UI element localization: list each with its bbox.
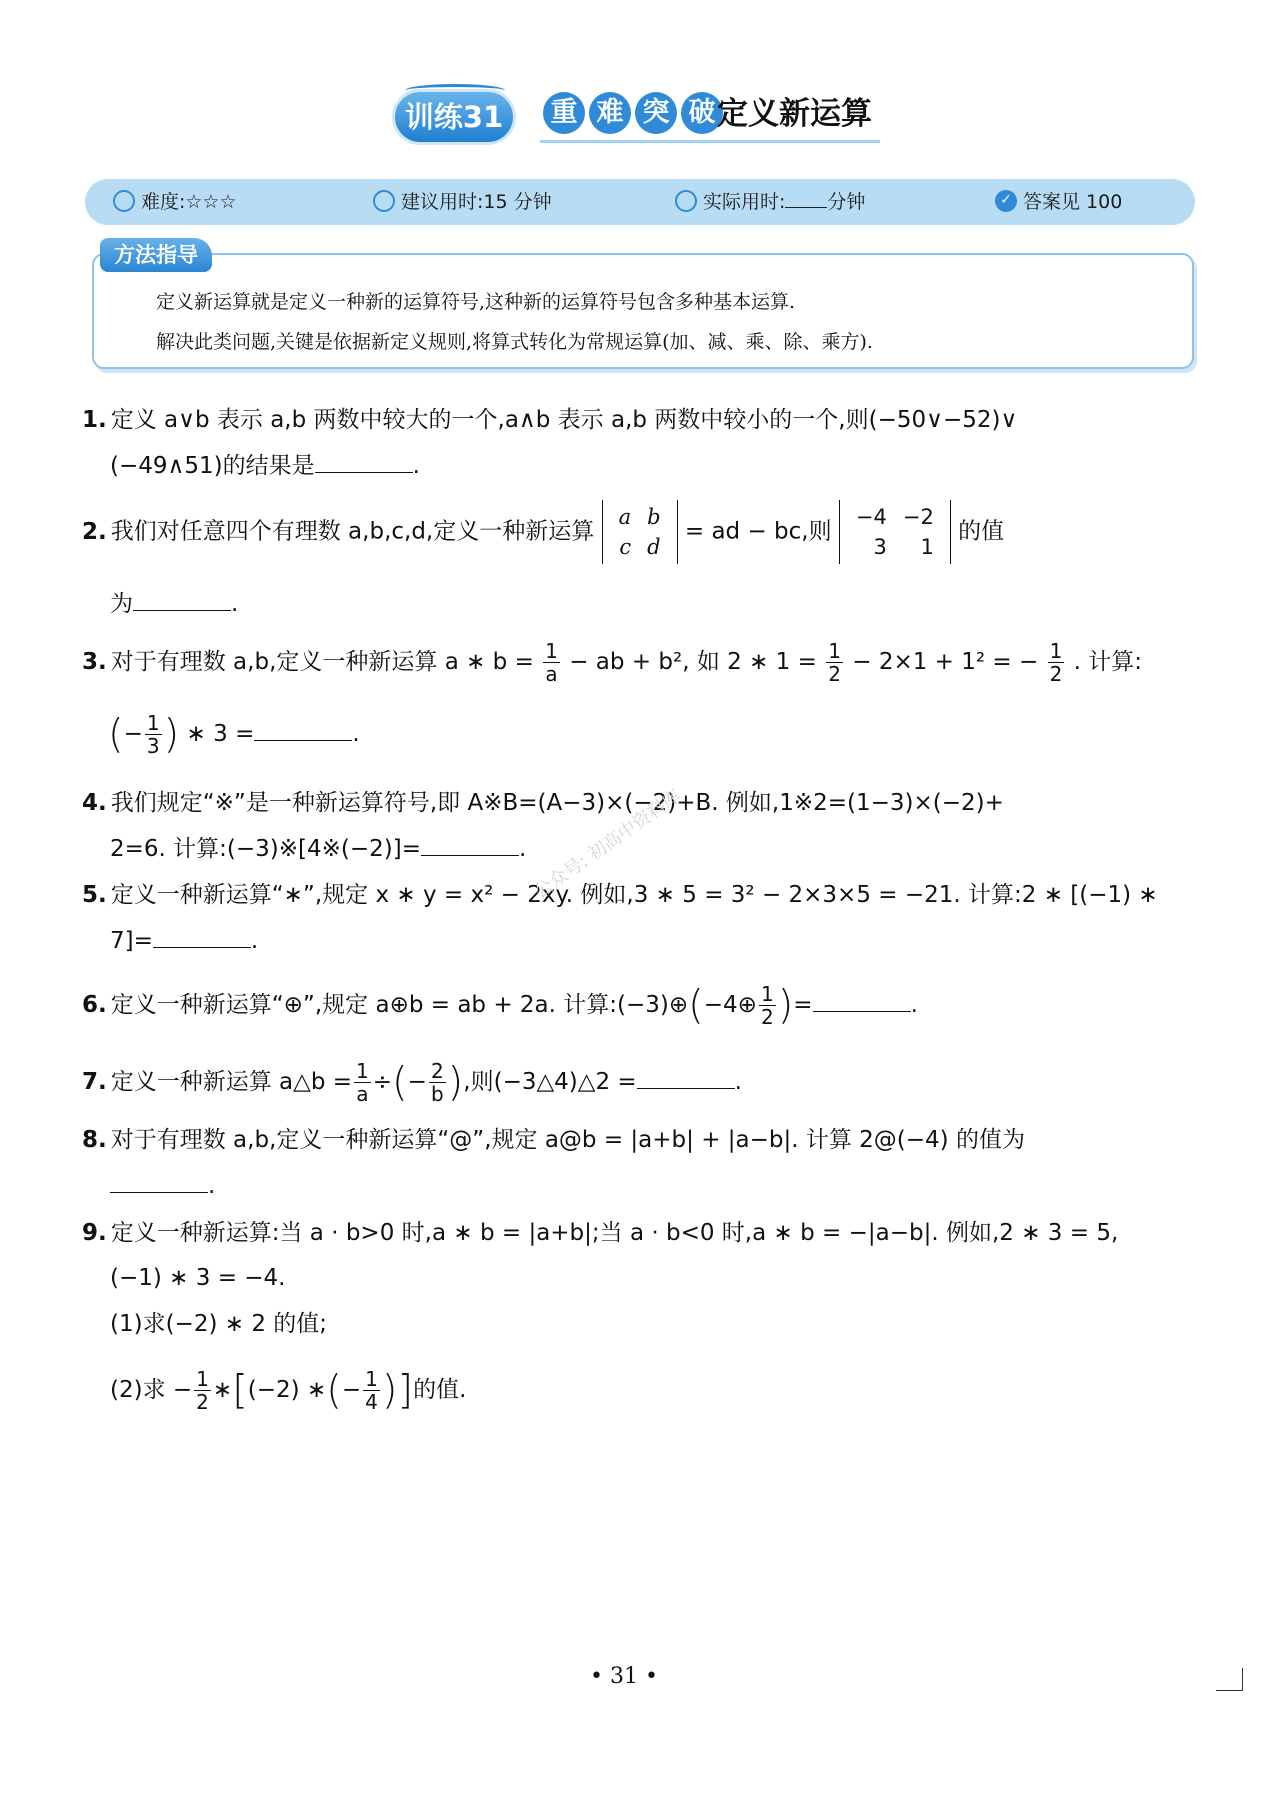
answer-blank[interactable] <box>421 833 519 856</box>
numerator: 2 <box>430 1059 444 1083</box>
method-line-1: 定义新运算就是定义一种新的运算符号,这种新的运算符号包含多种基本运算. <box>156 291 796 313</box>
denominator: 2 <box>760 1005 774 1029</box>
problem-text: (2)求 − <box>110 1377 193 1403</box>
matrix-cell: −2 <box>902 505 934 529</box>
problem-text: = <box>793 992 813 1018</box>
period: . <box>519 836 527 862</box>
problem-text: 的值 <box>958 518 1005 545</box>
matrix-cell: 1 <box>920 535 934 559</box>
problem-text: (−2) ∗ <box>247 1377 327 1403</box>
period: . <box>734 1069 742 1095</box>
problem-5-line-1 <box>82 880 1158 910</box>
problem-text: 对于有理数 a,b,定义一种新运算 a ∗ b = <box>110 649 534 675</box>
method-tab: 方法指导 <box>100 238 212 272</box>
problem-text: −4⊕ <box>703 992 757 1018</box>
left-paren: ( <box>108 711 124 758</box>
method-line-2: 解决此类问题,关键是依据新定义规则,将算式转化为常规运算(加、减、乘、除、乘方). <box>156 331 873 353</box>
denominator: 4 <box>365 1390 378 1414</box>
right-paren: ) <box>381 1367 398 1414</box>
problem-number: 1. <box>82 407 107 433</box>
problem-number: 4. <box>82 790 107 816</box>
numerator: 1 <box>146 711 160 735</box>
problem-number: 6. <box>82 992 107 1018</box>
period: . <box>250 928 259 954</box>
problem-9-sub-1: (1)求(−2) ∗ 2 的值; <box>110 1311 328 1337</box>
page-title: 定义新运算 <box>717 96 872 132</box>
problem-9-sub-2 <box>110 1368 466 1413</box>
timer-icon <box>675 190 697 212</box>
page-number: • 31 • <box>590 1664 658 1689</box>
problem-7 <box>82 1060 742 1105</box>
problem-number: 9. <box>82 1220 107 1246</box>
numerator: 1 <box>365 1367 378 1391</box>
answer-blank[interactable] <box>153 925 251 948</box>
problem-number: 7. <box>82 1069 107 1095</box>
fraction <box>1048 640 1065 685</box>
matrix-cell: c <box>619 535 632 559</box>
difficulty <box>113 179 237 225</box>
period: . <box>231 591 239 617</box>
problem-text: 定义 a∨b 表示 a,b 两数中较大的一个,a∧b 表示 a,b 两数中较小的一个,则(−50∨−52)∨ <box>110 407 1018 433</box>
denominator: 3 <box>146 734 160 758</box>
fraction <box>543 640 560 685</box>
problem-text: 7]= <box>110 928 153 954</box>
right-bracket: ] <box>397 1367 414 1414</box>
problem-text: 为 <box>110 591 133 617</box>
problem-text: − 2×1 + 1² = − <box>852 649 1039 675</box>
problem-text: ,则(−3△4)△2 = <box>463 1069 637 1095</box>
matrix-cell: 3 <box>873 535 887 559</box>
suggested-time-text: 建议用时:15 分钟 <box>401 191 552 213</box>
problem-2-line-1 <box>82 500 1004 564</box>
problem-text: = ad − bc,则 <box>684 518 832 545</box>
fraction <box>354 1060 371 1105</box>
numerator: 1 <box>828 639 841 663</box>
fraction <box>194 1368 211 1413</box>
fraction <box>429 1060 446 1105</box>
answer-blank[interactable] <box>315 450 413 473</box>
determinant-example <box>839 500 951 564</box>
problem-text: 我们规定“※”是一种新运算符号,即 A※B=(A−3)×(−2)+B. 例如,1※2=(1−3)×(−2)+ <box>110 790 1004 816</box>
left-paren: ( <box>392 1059 408 1106</box>
minus-sign: − <box>123 721 143 747</box>
problem-3-line-1 <box>82 640 1142 685</box>
matrix-cell: b <box>647 505 661 529</box>
numerator: 1 <box>545 639 558 663</box>
period: . <box>352 721 360 747</box>
alarm-clock-icon <box>373 190 395 212</box>
numerator: 1 <box>760 982 774 1006</box>
problem-text: ∗ <box>212 1377 233 1403</box>
period: . <box>910 992 918 1018</box>
topic-dots <box>543 92 723 134</box>
problem-4-line-2 <box>110 833 526 864</box>
problem-4-line-1 <box>82 788 1004 818</box>
problem-text: ∗ 3 = <box>186 721 255 747</box>
matrix-cell: −4 <box>855 505 887 529</box>
answer-ref-text: 答案见 100 <box>1023 191 1123 213</box>
problem-number: 3. <box>82 649 107 675</box>
left-paren: ( <box>688 982 704 1029</box>
actual-time-blank[interactable] <box>785 191 827 208</box>
check-icon: ✓ <box>995 190 1017 212</box>
matrix-cell: a <box>618 505 632 529</box>
problem-5-line-2 <box>110 925 258 956</box>
numerator: 1 <box>356 1059 369 1083</box>
problem-text: . 计算: <box>1073 649 1143 675</box>
right-paren: ) <box>777 982 794 1029</box>
topic-dot: 破 <box>681 92 723 134</box>
determinant-definition <box>602 500 678 564</box>
denominator: b <box>430 1082 444 1106</box>
minus-sign: − <box>341 1377 362 1403</box>
problem-text: 定义一种新运算“∗”,规定 x ∗ y = x² − 2xy. 例如,3 ∗ 5 = 3² − 2×3×5 = −21. 计算:2 ∗ [(−1) ∗ <box>110 882 1158 908</box>
answer-blank[interactable] <box>254 718 352 741</box>
page-header <box>395 88 895 148</box>
actual-time-label: 实际用时: <box>703 191 786 213</box>
title-underline <box>540 140 880 143</box>
problem-text: 定义一种新运算 a△b = <box>110 1069 353 1095</box>
problem-text: 定义一种新运算:当 a · b>0 时,a ∗ b = |a+b|;当 a · b<0 时,a ∗ b = −|a−b|. 例如,2 ∗ 3 = 5, <box>110 1220 1119 1246</box>
denominator: a <box>545 662 558 686</box>
problem-text: 定义一种新运算“⊕”,规定 a⊕b = ab + 2a. 计算:(−3)⊕ <box>110 992 689 1018</box>
problem-number: 5. <box>82 882 107 908</box>
topic-dot: 难 <box>589 92 631 134</box>
problem-8-line-2 <box>110 1170 215 1201</box>
problem-1-line-1 <box>82 405 1017 435</box>
answer-blank[interactable] <box>637 1066 735 1089</box>
matrix-cell: d <box>647 535 661 559</box>
topic-dot: 重 <box>543 92 585 134</box>
fraction <box>759 983 776 1028</box>
actual-time <box>675 179 865 225</box>
numerator: 1 <box>196 1367 209 1391</box>
right-paren: ) <box>447 1059 464 1106</box>
denominator: 2 <box>1049 662 1063 686</box>
problem-text: − ab + b², 如 2 ∗ 1 = <box>569 649 817 675</box>
denominator: 2 <box>828 662 841 686</box>
problem-6 <box>82 983 918 1028</box>
fraction <box>826 640 843 685</box>
fraction <box>363 1368 380 1413</box>
problem-1-line-2 <box>110 450 420 481</box>
fraction <box>145 712 162 757</box>
topic-dot: 突 <box>635 92 677 134</box>
left-bracket: [ <box>232 1367 248 1414</box>
difficulty-text: 难度:☆☆☆ <box>141 191 237 213</box>
problem-text: (−49∧51)的结果是 <box>110 453 315 479</box>
period: . <box>208 1173 216 1199</box>
period: . <box>412 453 420 479</box>
problem-8-line-1 <box>82 1125 1025 1155</box>
problem-9-line-2: (−1) ∗ 3 = −4. <box>110 1265 286 1291</box>
corner-mark <box>1216 1668 1243 1691</box>
problem-2-line-2 <box>110 588 238 619</box>
problem-text: 2=6. 计算:(−3)※[4※(−2)]= <box>110 836 422 862</box>
answer-blank[interactable] <box>813 989 911 1012</box>
denominator: a <box>356 1082 369 1106</box>
problem-number: 8. <box>82 1127 107 1153</box>
actual-time-unit: 分钟 <box>827 191 866 213</box>
left-paren: ( <box>326 1367 342 1414</box>
method-box <box>92 253 1194 369</box>
numerator: 1 <box>1049 639 1063 663</box>
problem-9-line-1 <box>82 1218 1118 1248</box>
answer-ref <box>995 179 1122 225</box>
wifi-icon <box>113 190 135 212</box>
denominator: 2 <box>196 1390 209 1414</box>
problem-number: 2. <box>82 518 107 545</box>
problem-text: ÷ <box>372 1069 393 1095</box>
problem-text: 我们对任意四个有理数 a,b,c,d,定义一种新运算 <box>110 518 595 545</box>
problem-text: 对于有理数 a,b,定义一种新运算“@”,规定 a@b = |a+b| + |a−b|. 计算 2@(−4) 的值为 <box>110 1127 1025 1153</box>
problem-3-line-2 <box>108 712 360 757</box>
right-paren: ) <box>163 711 180 758</box>
watermark: 公众号: 初高中资料库 <box>530 785 685 903</box>
suggested-time <box>373 179 552 225</box>
minus-sign: − <box>407 1069 427 1095</box>
lesson-badge: 训练31 <box>395 92 513 142</box>
answer-blank[interactable] <box>133 588 231 611</box>
problem-text: 的值. <box>413 1377 467 1403</box>
answer-blank[interactable] <box>110 1170 208 1193</box>
info-bar <box>85 179 1195 225</box>
